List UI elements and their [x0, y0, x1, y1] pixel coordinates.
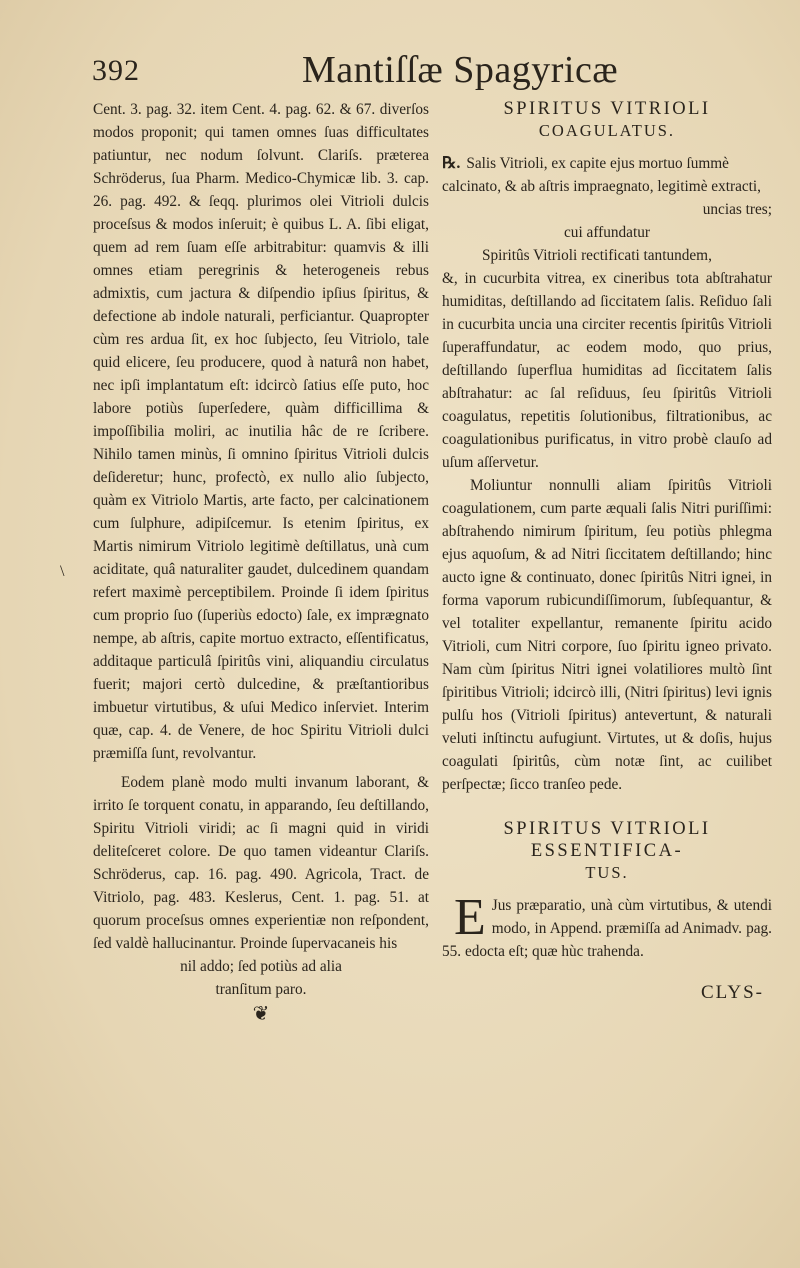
- section2-title-line2: ESSENTIFICA-: [530, 841, 684, 861]
- page-number: 392: [92, 54, 140, 87]
- right-paragraph-2: Moliuntur nonnulli aliam ſpiritûs Vitrioli coagulationem, cum parte æquali ſalis Nitri puriſſimi: abſtrahendo nimirum ſpiritum, ſeu potiùs phlegma ejus aquoſum, & ad Nitri ſiccitatem deſtillando; hinc aucto igne & continuato, donec ſpiritûs Nitri ignei, in forma vaporum rubicundiſſimorum, ſubſequantur, & vel totaliter expellantur, remanente ſpiritu acido Vitrioli, cum Nitri corpore, ſuo ſpiritu igneo privato. Nam cùm ſpiritus Nitri ignei volatiliores multò ſint ſpiritibus Vitrioli; idcircò illi, (Nitri ſpiritus) levi ignis pulſu hos (Vitrioli ſpiritus) antevertunt, & naturali veluti inſtinctu aufugiunt. Virtutes, ut & doſis, hujus coagulati ſpiritûs, cùm notæ ſint, ac cuilibet perſpectæ; ſicco tranſeo pede.: [442, 477, 772, 793]
- catchword: CLYS-: [701, 982, 764, 1003]
- section2-title-line3: TUS.: [585, 863, 629, 882]
- left-column: [93, 98, 429, 1026]
- section2-body: [442, 889, 772, 963]
- recipe-symbol: ℞.: [442, 155, 461, 172]
- ornament-icon: ❦: [252, 1003, 270, 1025]
- left-paragraph-1: Cent. 3. pag. 32. item Cent. 4. pag. 62. & 67. diverſos modos proponit; qui tamen omnes ſuas difficultates patiuntur, nec nodum ſolvunt. Clariſs. præterea Schröderus, ſua Pharm. Medico-Chymicæ lib. 3. cap. 26. pag. 492. & ſeqq. plurimos olei Vitrioli dulcis proceſsus & modos inſeruit; è quibus L. A. ſibi eligat, quem ad rem ſuam eſſe arbitrabitur: quamvis & illi omnes etiam peregrinis & heterogeneis rebus admixtis, cum jactura & diſpendio ipſius ſpiritus, & defectione ab indole naturali, perficiantur. Quapropter cùm res ardua ſit, ex hoc ſubjecto, ſeu Vitriolo, tale quid elicere, ſeu producere, quod à naturâ non habet, nec ipſi implantatum eſt: idcircò ſatius eſſe puto, hoc labore potiùs ſuperſedere, quàm difficillima & impoſſibilia moliri, ac inutilia hâc de re ſcribere. Nihilo tamen minùs, ſi omnino ſpiritus Vitrioli dulcis deſideretur; hunc, profectò, ex nullo alio ſubjecto, quàm ex Vitriolo Martis, arte facto, per calcinationem cum ſulphure, adipiſcemur. Is etenim ſpiritus, ex Martis nimirum Vitriolo legitimè deſtillatus, unà cum aciditate, quâ naturaliter gaudet, dulcedinem quandam refert maximè perceptibilem. Proinde ſi idem ſpiritus cum proprio ſuo (ſuperiùs edocto) ſale, ex imprægnato nempe, ab aſtris, capite mortuo extracto, eſſentificatus, additaque particulâ ſpiritûs vini, aliquandiu circulatus fuerit; majori certò dulcedine, & præſtantioribus imbuetur virtutibus, & uſui Medico inſerviet. Interim quæ, cap. 4. de Venere, de hoc Spiritu Vitrioli dulci præmiſſa ſunt, revolvantur.: [93, 101, 429, 762]
- running-title: Mantiſſæ Spagyricæ: [302, 49, 619, 91]
- recipe-cui: cui affundatur: [564, 224, 650, 241]
- page-header: [92, 48, 732, 94]
- recipe-body: Salis Vitrioli, ex capite ejus mortuo ſummè calcinato, & ab aſtris impraegnato, legitimè extracti,: [442, 155, 761, 195]
- right-paragraph-3: Jus præparatio, unà cùm virtutibus, & utendi modo, in Append. præmiſſa ad Animadv. pag. 55. edocta eſt; quæ hùc trahenda.: [442, 897, 772, 960]
- recipe-quantity: uncias tres;: [702, 201, 772, 218]
- section1-title-line2: COAGULATUS.: [538, 121, 676, 140]
- recipe-spirit: Spiritûs Vitrioli rectificati tantundem,: [482, 247, 712, 264]
- margin-mark: \: [60, 563, 65, 580]
- right-column: [442, 98, 772, 1004]
- left-closing-line-2: tranſitum paro.: [215, 981, 307, 998]
- section2-title-line1: SPIRITUS VITRIOLI: [503, 819, 711, 839]
- recipe-text: [442, 152, 772, 198]
- left-closing-line-1: nil addo; ſed potiùs ad alia: [180, 958, 342, 975]
- dropcap-letter: E: [454, 889, 486, 946]
- left-paragraph-2: Eodem planè modo multi invanum laborant, & irrito ſe torquent conatu, in apparando, ſeu deſtillando, Spiritu Vitrioli viridi; ac ſi magni quid in viridi deliteſceret colore. De quo tamen videantur Clariſs. Schröderus, cap. 16. pag. 490. Agricola, Tract. de Vitriolo, pag. 483. Keslerus, Cent. 1. pag. 51. at quorum proceſsus omnes experientiæ non reſpondent, ſed valdè hallucinantur. Proinde ſupervacaneis his: [93, 774, 429, 952]
- section2: [442, 818, 772, 884]
- section1-title-line1: SPIRITUS VITRIOLI: [503, 99, 711, 119]
- right-paragraph-1: &, in cucurbita vitrea, ex cineribus tota abſtrahatur humiditas, deſtillando ad ſiccitatem ſalis. Reſiduo ſali in cucurbita uncia una circiter recentis ſpiritûs Vitrioli ſuperaffundatur, ac eodem modo, quo prius, deſtillando ſuperflua humiditas ad ſiccitatem ſalis abſtrahatur: ac ſal reſiduus, ſeu ſpiritûs Vitrioli coagulatus, repetitis ſolutionibus, filtrationibus, ac coagulationibus purificatus, in vitro probè clauſo ad uſum aſſervetur.: [442, 270, 772, 471]
